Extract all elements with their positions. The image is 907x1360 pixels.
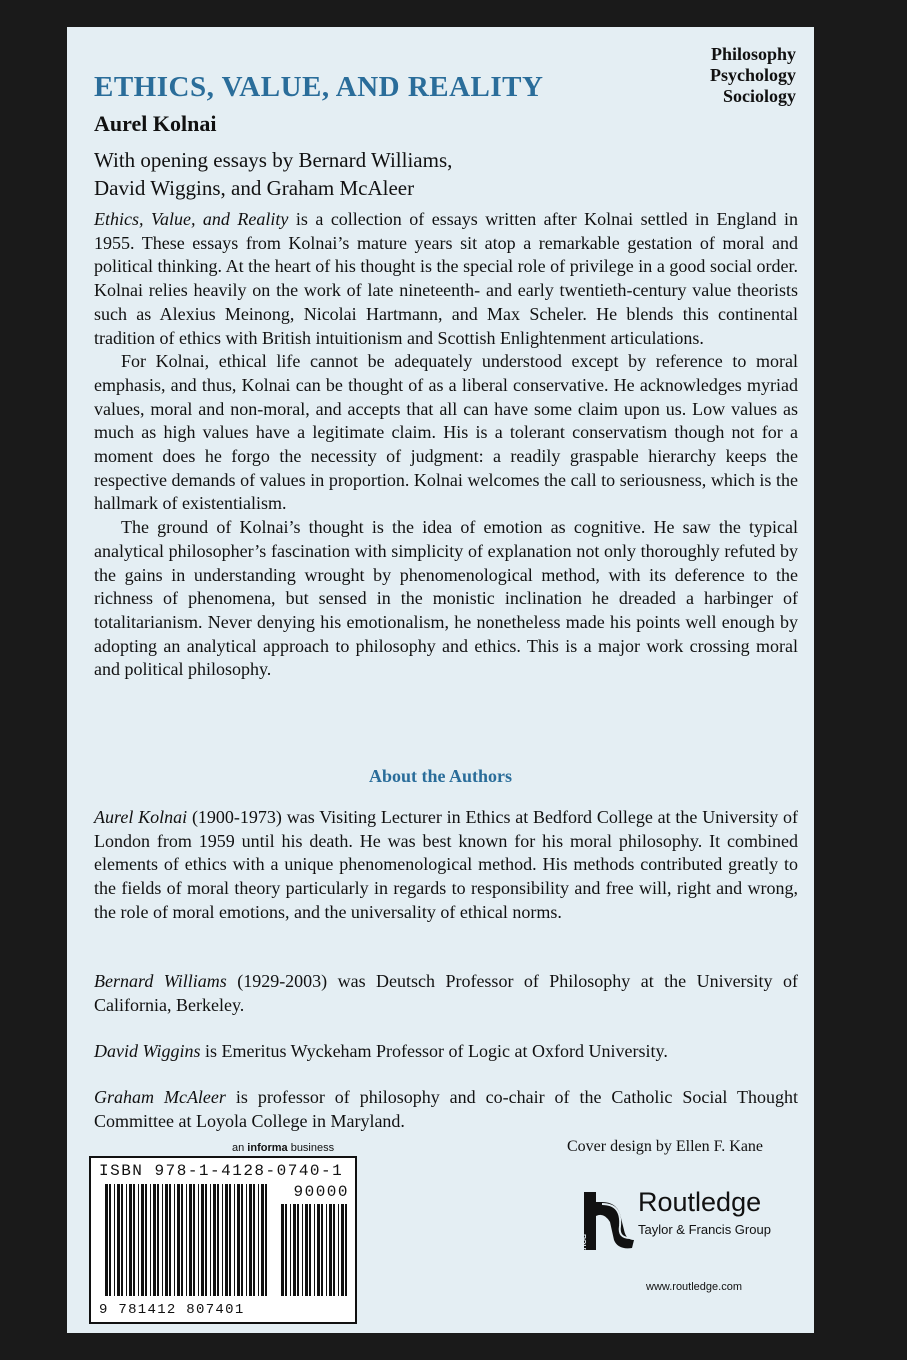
barcode-bar [333,1204,335,1296]
price-code: 90000 [293,1183,349,1201]
book-author: Aurel Kolnai [94,111,217,136]
barcode-bar [169,1184,171,1296]
author-bio [94,970,798,1017]
routledge-vertical-wordmark: ROUTLEDGE [579,1234,586,1278]
contributors-line-1: With opening essays by Bernard Williams, [94,148,453,172]
barcode-bar [237,1184,240,1296]
barcode-bar [258,1184,259,1296]
barcode-bar [145,1184,147,1296]
author-bio [94,1086,798,1133]
author-bio [94,1040,798,1064]
barcode-bar [157,1184,159,1296]
barcode-bar [281,1204,284,1296]
barcode-bar [201,1184,204,1296]
subject-categories [710,44,796,107]
isbn-text: ISBN 978-1-4128-0740-1 [99,1162,344,1180]
barcode-bar [309,1204,311,1296]
barcode-bar [126,1184,127,1296]
contributors-line-2: David Wiggins, and Graham McAleer [94,176,415,200]
subject-item: Sociology [722,86,796,106]
author-bio [94,806,798,925]
barcode-bar [297,1204,299,1296]
barcode-bar [177,1184,180,1296]
routledge-mark-icon [584,1192,634,1250]
barcode-bar [321,1204,323,1296]
barcode-bar [150,1184,151,1296]
barcode-bar [329,1204,332,1296]
barcode-bar [162,1184,163,1296]
barcode-bar [210,1184,211,1296]
barcode-bar [153,1184,156,1296]
bio-text: (1900-1973) was Visiting Lecturer in Ethics at Bedford College at the University of London from 1959 until his death. He was best known for his moral philosophy. It combined elements of ethics with a unique phenomenological method. His methods contributed greatly to the fields of moral theory particularly in regards to responsibility and free will, right and wrong, the role of moral emotions, and the universality of ethical norms. [94,807,798,922]
cover-credit: Cover design by Ellen F. Kane [567,1138,764,1155]
bio-text: is professor of philosophy and co-chair of the Catholic Social Thought Committee at Loyola College in Maryland. [94,1087,798,1131]
barcode-bar [326,1204,327,1296]
barcode-bar [133,1184,135,1296]
barcode-bar [174,1184,175,1296]
barcode-bar [189,1184,192,1296]
barcode-bar [193,1184,195,1296]
barcode-bar [293,1204,296,1296]
barcode-bar [249,1184,252,1296]
barcode-bar [246,1184,247,1296]
barcode-bar [345,1204,347,1296]
back-cover [67,27,814,1333]
barcode-bar [217,1184,219,1296]
bio-name: Graham McAleer [94,1087,226,1107]
publisher-name: Routledge [638,1187,762,1217]
barcode-bar [305,1204,308,1296]
about-authors-heading: About the Authors [368,766,513,786]
barcode-bar [341,1204,344,1296]
barcode-bar [181,1184,183,1296]
barcode-bar [141,1184,144,1296]
barcode-bar [265,1184,267,1296]
barcode-bar [213,1184,216,1296]
barcode-bar [129,1184,132,1296]
description-paragraph-3: The ground of Kolnai’s thought is the idea of emotion as cognitive. He saw the typical analytical philosopher’s fascination with simplicity of explanation not only thoroughly refuted by the gains in understanding wrought by phenomenological method, with its deference to the richness of phenomena, but sensed in the monistic inclination he dreaded a harbinger of totalitarianism. Never denying his emotionalism, he nonetheless made his points well enough by adopting an analytical approach to philosophy and ethics. This is a major work crossing moral and political philosophy. [94,517,798,680]
publisher-url: www.routledge.com [646,1281,742,1293]
barcode-bar [165,1184,168,1296]
description-paragraph-2: For Kolnai, ethical life cannot be adequately understood except by reference to moral emphasis, and thus, Kolnai can be thought of as a liberal conservative. He acknowledges myriad values, moral and non-moral, and accepts that all can have some claim upon us. Low values as much as high values have a legitimate claim. His is a tolerant conservatism though not for a moment does he forgo the necessity of judgment: a readily graspable hierarchy keeps the respective demands of values in proportion. Kolnai welcomes the call to seriousness, which is the hallmark of existentialism. [94,351,798,514]
barcode-bars [91,1158,355,1322]
barcode-bar [114,1184,115,1296]
barcode-bar [285,1204,287,1296]
description-paragraph-1 [94,208,798,350]
paragraph-text: is a collection of essays written after Kolnai settled in England in 1955. These essays from Kolnai’s mature years sit atop a remarkable gestation of moral and political thinking. At the heart of his thought is the special role of privilege in a good social order. Kolnai relies heavily on the work of late nineteenth- and early twentieth-century value theorists such as Alexius Meinong, Nicolai Hartmann, and Max Scheler. He blends this continental tradition of ethics with British intuitionism and Scottish Enlightenment articulations. [94,209,798,348]
contributors-line [94,146,694,202]
barcode-bar [290,1204,291,1296]
informa-business-label [232,1142,334,1154]
subject-item: Philosophy [710,44,796,64]
bio-name: Bernard Williams [94,971,227,991]
book-title-italic: Ethics, Value, and Reality [94,209,289,229]
bio-text: (1929-2003) was Deutsch Professor of Philosophy at the University of California, Berkeley. [94,971,798,1015]
barcode-bar [222,1184,223,1296]
barcode-bar [186,1184,187,1296]
bio-name: Aurel Kolnai [94,807,188,827]
isbn-barcode [89,1156,357,1324]
barcode-bar [109,1184,111,1296]
barcode-bar [302,1204,303,1296]
book-title: ETHICS, VALUE, AND REALITY [94,71,544,103]
barcode-bar [253,1184,255,1296]
informa-brand: informa [247,1142,288,1154]
barcode-bar [229,1184,231,1296]
barcode-bar [261,1184,264,1296]
barcode-bar [138,1184,139,1296]
informa-prefix: an [232,1142,248,1154]
subject-item: Psychology [709,65,796,85]
description [94,208,798,682]
barcode-bar [121,1184,123,1296]
barcode-bar [198,1184,199,1296]
barcode-bar [117,1184,120,1296]
bio-name: David Wiggins [94,1041,201,1061]
ean-number: 9 781412 807401 [99,1302,245,1318]
barcode-bar [225,1184,228,1296]
barcode-bar [105,1184,108,1296]
informa-suffix: business [287,1142,335,1154]
barcode-bar [205,1184,207,1296]
publisher-group: Taylor & Francis Group [638,1222,771,1237]
bio-text: is Emeritus Wyckeham Professor of Logic at Oxford University. [200,1041,668,1061]
barcode-bar [234,1184,235,1296]
barcode-bar [314,1204,315,1296]
barcode-bar [317,1204,320,1296]
barcode-bar [338,1204,339,1296]
barcode-bar [241,1184,243,1296]
